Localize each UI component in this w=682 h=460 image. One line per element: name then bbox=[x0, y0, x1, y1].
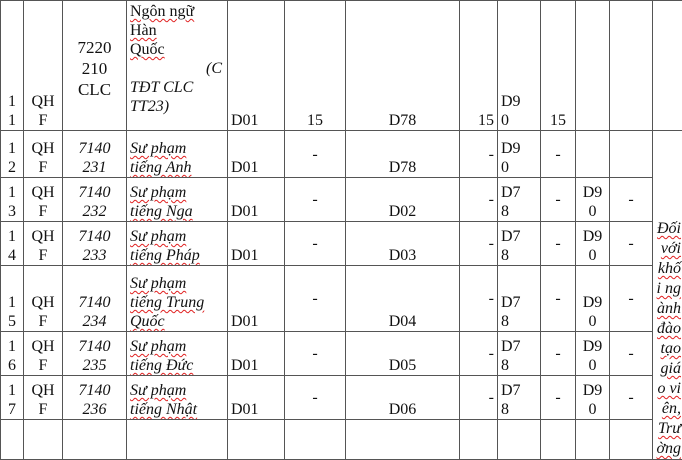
school-line: QH bbox=[27, 183, 59, 202]
row-number-cell bbox=[1, 1, 24, 131]
c3-line: 8 bbox=[501, 312, 537, 331]
school-line: QH bbox=[27, 227, 59, 246]
c4-line: 0 bbox=[579, 400, 606, 419]
empty-cell bbox=[460, 420, 498, 460]
c3-line: 8 bbox=[501, 400, 537, 419]
quota-3-cell bbox=[541, 178, 576, 222]
quota-1-cell bbox=[285, 1, 346, 131]
combo-1: D01 bbox=[231, 246, 281, 265]
row-number-cell bbox=[1, 131, 24, 178]
c4-line: 0 bbox=[579, 202, 606, 221]
code-line: 7140 bbox=[66, 293, 123, 312]
major-name-cell bbox=[127, 178, 228, 222]
note-header-cell bbox=[653, 1, 682, 131]
quota-4-cell bbox=[610, 222, 653, 266]
school-code-cell bbox=[24, 178, 63, 222]
code-line: 7140 bbox=[66, 381, 123, 400]
combo-2: D03 bbox=[349, 246, 456, 265]
c3-line: D7 bbox=[501, 337, 537, 356]
combo-4-cell bbox=[576, 1, 610, 131]
c3-line: D9 bbox=[501, 92, 537, 111]
combo-1: D01 bbox=[231, 400, 281, 419]
combo-4-cell bbox=[576, 266, 610, 332]
stt-line: 1 bbox=[4, 293, 20, 312]
stt-line: 6 bbox=[4, 356, 20, 375]
program-note-c: TT23) bbox=[130, 97, 224, 116]
quota-2: - bbox=[463, 289, 494, 308]
quota-1-cell bbox=[285, 178, 346, 222]
combo-3-cell bbox=[498, 266, 541, 332]
quota-4: - bbox=[613, 388, 649, 407]
c4-line: 0 bbox=[579, 246, 606, 265]
note-cell bbox=[653, 131, 682, 460]
empty-cell bbox=[285, 420, 346, 460]
code-line: 236 bbox=[66, 400, 123, 419]
combo-4-cell bbox=[576, 222, 610, 266]
program-note-b: TĐT CLC bbox=[130, 78, 224, 97]
combo-1-cell bbox=[228, 1, 285, 131]
table-row bbox=[1, 266, 682, 332]
major-code-cell bbox=[63, 332, 127, 376]
empty-cell bbox=[1, 420, 24, 460]
major-name-line: Sư phạm bbox=[130, 139, 224, 158]
school-code-cell bbox=[24, 131, 63, 178]
combo-2: D02 bbox=[349, 202, 456, 221]
combo-2-cell bbox=[346, 332, 460, 376]
combo-2-cell bbox=[346, 222, 460, 266]
combo-1-cell bbox=[228, 222, 285, 266]
quota-2-cell bbox=[460, 222, 498, 266]
quota-4-cell bbox=[610, 332, 653, 376]
major-name-line: tiếng Anh bbox=[130, 158, 224, 177]
c3-line: D7 bbox=[501, 381, 537, 400]
c4-line: D9 bbox=[579, 293, 606, 312]
c3-line: 0 bbox=[501, 158, 537, 177]
combo-3-cell bbox=[498, 1, 541, 131]
major-name-line: Quốc bbox=[130, 40, 224, 59]
major-name-cell bbox=[127, 1, 228, 131]
quota-1: - bbox=[288, 190, 342, 209]
c3-line: D7 bbox=[501, 293, 537, 312]
stt-line: 7 bbox=[4, 400, 20, 419]
major-name-line: Sư phạm bbox=[130, 381, 224, 400]
row-number-cell bbox=[1, 332, 24, 376]
row-number-cell bbox=[1, 266, 24, 332]
c4-line: 0 bbox=[579, 356, 606, 375]
quota-4-cell bbox=[610, 1, 653, 131]
table-row bbox=[1, 131, 682, 178]
major-name-line: Ngôn ngữ bbox=[130, 2, 224, 21]
stt-line: 1 bbox=[4, 92, 20, 111]
c4-line: D9 bbox=[579, 337, 606, 356]
c3-line: 8 bbox=[501, 246, 537, 265]
empty-cell bbox=[346, 420, 460, 460]
c3-line: D7 bbox=[501, 227, 537, 246]
quota-3: - bbox=[544, 388, 572, 407]
school-line: F bbox=[27, 202, 59, 221]
code-line: 7140 bbox=[66, 183, 123, 202]
combo-2-cell bbox=[346, 266, 460, 332]
c3-line: 8 bbox=[501, 356, 537, 375]
empty-cell bbox=[498, 420, 541, 460]
stt-line: 1 bbox=[4, 111, 20, 130]
major-code-cell bbox=[63, 222, 127, 266]
quota-3-cell bbox=[541, 332, 576, 376]
combo-3-cell bbox=[498, 332, 541, 376]
quota-1: - bbox=[288, 388, 342, 407]
quota-1-cell bbox=[285, 266, 346, 332]
table-row bbox=[1, 376, 682, 420]
major-name-line: tiếng Trung bbox=[130, 293, 224, 312]
major-name-line: tiếng Pháp bbox=[130, 246, 224, 265]
c3-line: 0 bbox=[501, 111, 537, 130]
school-line: QH bbox=[27, 293, 59, 312]
combo-1-cell bbox=[228, 131, 285, 178]
major-name-cell bbox=[127, 266, 228, 332]
major-name-line: Quốc bbox=[130, 312, 224, 331]
quota-1: - bbox=[288, 289, 342, 308]
quota-4-cell bbox=[610, 178, 653, 222]
quota-1-cell bbox=[285, 332, 346, 376]
quota-1: 15 bbox=[288, 111, 342, 130]
quota-2: - bbox=[463, 344, 494, 363]
quota-3: - bbox=[544, 234, 572, 253]
row-number-cell bbox=[1, 178, 24, 222]
code-line: 7140 bbox=[66, 337, 123, 356]
combo-3-cell bbox=[498, 376, 541, 420]
combo-2: D78 bbox=[349, 158, 456, 177]
stt-line: 4 bbox=[4, 246, 20, 265]
combo-4-cell bbox=[576, 376, 610, 420]
code-line: 7220 bbox=[66, 37, 123, 58]
combo-2-cell bbox=[346, 131, 460, 178]
school-line: F bbox=[27, 246, 59, 265]
stt-line: 1 bbox=[4, 139, 20, 158]
combo-1: D01 bbox=[231, 356, 281, 375]
program-note-a: (C bbox=[130, 59, 224, 78]
combo-1: D01 bbox=[231, 202, 281, 221]
code-line: 210 bbox=[66, 58, 123, 79]
school-code-cell bbox=[24, 222, 63, 266]
combo-1: D01 bbox=[231, 158, 281, 177]
quota-3-cell bbox=[541, 131, 576, 178]
combo-2: D06 bbox=[349, 400, 456, 419]
stt-line: 1 bbox=[4, 337, 20, 356]
code-line: 233 bbox=[66, 246, 123, 265]
stt-line: 2 bbox=[4, 158, 20, 177]
stt-line: 1 bbox=[4, 381, 20, 400]
quota-3: - bbox=[544, 289, 572, 308]
c3-line: D7 bbox=[501, 183, 537, 202]
major-name-line: Sư phạm bbox=[130, 227, 224, 246]
school-line: QH bbox=[27, 337, 59, 356]
school-code-cell bbox=[24, 376, 63, 420]
quota-3-cell bbox=[541, 222, 576, 266]
quota-2-cell bbox=[460, 1, 498, 131]
combo-4-cell bbox=[576, 131, 610, 178]
major-name-line: tiếng Nga bbox=[130, 202, 224, 221]
quota-1: - bbox=[288, 145, 342, 164]
major-name-line: Sư phạm bbox=[130, 337, 224, 356]
empty-cell bbox=[228, 420, 285, 460]
combo-2: D04 bbox=[349, 312, 456, 331]
combo-1: D01 bbox=[231, 111, 281, 130]
quota-2: - bbox=[463, 190, 494, 209]
major-code-cell bbox=[63, 376, 127, 420]
quota-1-cell bbox=[285, 222, 346, 266]
combo-1-cell bbox=[228, 376, 285, 420]
quota-2-cell bbox=[460, 332, 498, 376]
c3-line: 8 bbox=[501, 202, 537, 221]
school-code-cell bbox=[24, 266, 63, 332]
school-line: F bbox=[27, 400, 59, 419]
c4-line: D9 bbox=[579, 381, 606, 400]
row-number-cell bbox=[1, 222, 24, 266]
quota-4-cell bbox=[610, 131, 653, 178]
major-code-cell bbox=[63, 1, 127, 131]
major-name-cell bbox=[127, 332, 228, 376]
quota-2: 15 bbox=[463, 111, 494, 130]
quota-3: - bbox=[544, 344, 572, 363]
row-number-cell bbox=[1, 376, 24, 420]
empty-cell bbox=[24, 420, 63, 460]
code-line: 232 bbox=[66, 202, 123, 221]
school-line: QH bbox=[27, 139, 59, 158]
combo-2-cell bbox=[346, 178, 460, 222]
quota-4-cell bbox=[610, 376, 653, 420]
stt-line: 3 bbox=[4, 202, 20, 221]
empty-cell bbox=[576, 420, 610, 460]
quota-1-cell bbox=[285, 376, 346, 420]
major-name-cell bbox=[127, 222, 228, 266]
major-code-cell bbox=[63, 131, 127, 178]
quota-3: - bbox=[544, 145, 572, 164]
combo-4-cell bbox=[576, 332, 610, 376]
code-line: 7140 bbox=[66, 227, 123, 246]
combo-3-cell bbox=[498, 131, 541, 178]
code-line: CLC bbox=[66, 79, 123, 100]
school-line: F bbox=[27, 356, 59, 375]
quota-2: - bbox=[463, 388, 494, 407]
school-line: QH bbox=[27, 381, 59, 400]
quota-2-cell bbox=[460, 376, 498, 420]
combo-2: D78 bbox=[349, 111, 456, 130]
quota-1: - bbox=[288, 344, 342, 363]
school-code-cell bbox=[24, 332, 63, 376]
quota-3: 15 bbox=[544, 111, 572, 130]
empty-cell bbox=[541, 420, 576, 460]
table-row bbox=[1, 1, 682, 131]
school-line: F bbox=[27, 312, 59, 331]
combo-1-cell bbox=[228, 266, 285, 332]
note-text: Đối với khối ngành đào tạo giáo viên, Trường bbox=[656, 217, 681, 459]
c4-line: D9 bbox=[579, 227, 606, 246]
c3-line: D9 bbox=[501, 139, 537, 158]
quota-3-cell bbox=[541, 376, 576, 420]
school-line: QH bbox=[27, 92, 59, 111]
quota-4: - bbox=[613, 344, 649, 363]
combo-1: D01 bbox=[231, 312, 281, 331]
quota-3-cell bbox=[541, 1, 576, 131]
major-name-line: Sư phạm bbox=[130, 183, 224, 202]
combo-1-cell bbox=[228, 178, 285, 222]
quota-4: - bbox=[613, 289, 649, 308]
major-name-cell bbox=[127, 376, 228, 420]
code-line: 234 bbox=[66, 312, 123, 331]
quota-3: - bbox=[544, 190, 572, 209]
stt-line: 1 bbox=[4, 183, 20, 202]
school-line: F bbox=[27, 111, 59, 130]
quota-4: - bbox=[613, 190, 649, 209]
quota-2: - bbox=[463, 145, 494, 164]
table-row bbox=[1, 222, 682, 266]
combo-2-cell bbox=[346, 376, 460, 420]
quota-1-cell bbox=[285, 131, 346, 178]
code-line: 7140 bbox=[66, 139, 123, 158]
major-code-cell bbox=[63, 266, 127, 332]
combo-3-cell bbox=[498, 178, 541, 222]
combo-2-cell bbox=[346, 1, 460, 131]
major-name-line: tiếng Đức bbox=[130, 356, 224, 375]
school-line: F bbox=[27, 158, 59, 177]
quota-2-cell bbox=[460, 178, 498, 222]
combo-2: D05 bbox=[349, 356, 456, 375]
c4-line: 0 bbox=[579, 312, 606, 331]
empty-cell bbox=[127, 420, 228, 460]
table-row bbox=[1, 178, 682, 222]
combo-4-cell bbox=[576, 178, 610, 222]
school-code-cell bbox=[24, 1, 63, 131]
stt-line: 5 bbox=[4, 312, 20, 331]
major-name-line: Hàn bbox=[130, 21, 224, 40]
c4-line: D9 bbox=[579, 183, 606, 202]
major-name-line: Sư phạm bbox=[130, 274, 224, 293]
empty-cell bbox=[610, 420, 653, 460]
quota-3-cell bbox=[541, 266, 576, 332]
quota-4-cell bbox=[610, 266, 653, 332]
table-row-empty bbox=[1, 420, 682, 460]
major-name-line: tiếng Nhật bbox=[130, 400, 224, 419]
table-row bbox=[1, 332, 682, 376]
stt-line: 1 bbox=[4, 227, 20, 246]
code-line: 231 bbox=[66, 158, 123, 177]
quota-1: - bbox=[288, 234, 342, 253]
major-code-cell bbox=[63, 178, 127, 222]
empty-cell bbox=[63, 420, 127, 460]
code-line: 235 bbox=[66, 356, 123, 375]
quota-2-cell bbox=[460, 131, 498, 178]
quota-2-cell bbox=[460, 266, 498, 332]
combo-3-cell bbox=[498, 222, 541, 266]
major-name-cell bbox=[127, 131, 228, 178]
combo-1-cell bbox=[228, 332, 285, 376]
quota-2: - bbox=[463, 234, 494, 253]
quota-4: - bbox=[613, 234, 649, 253]
